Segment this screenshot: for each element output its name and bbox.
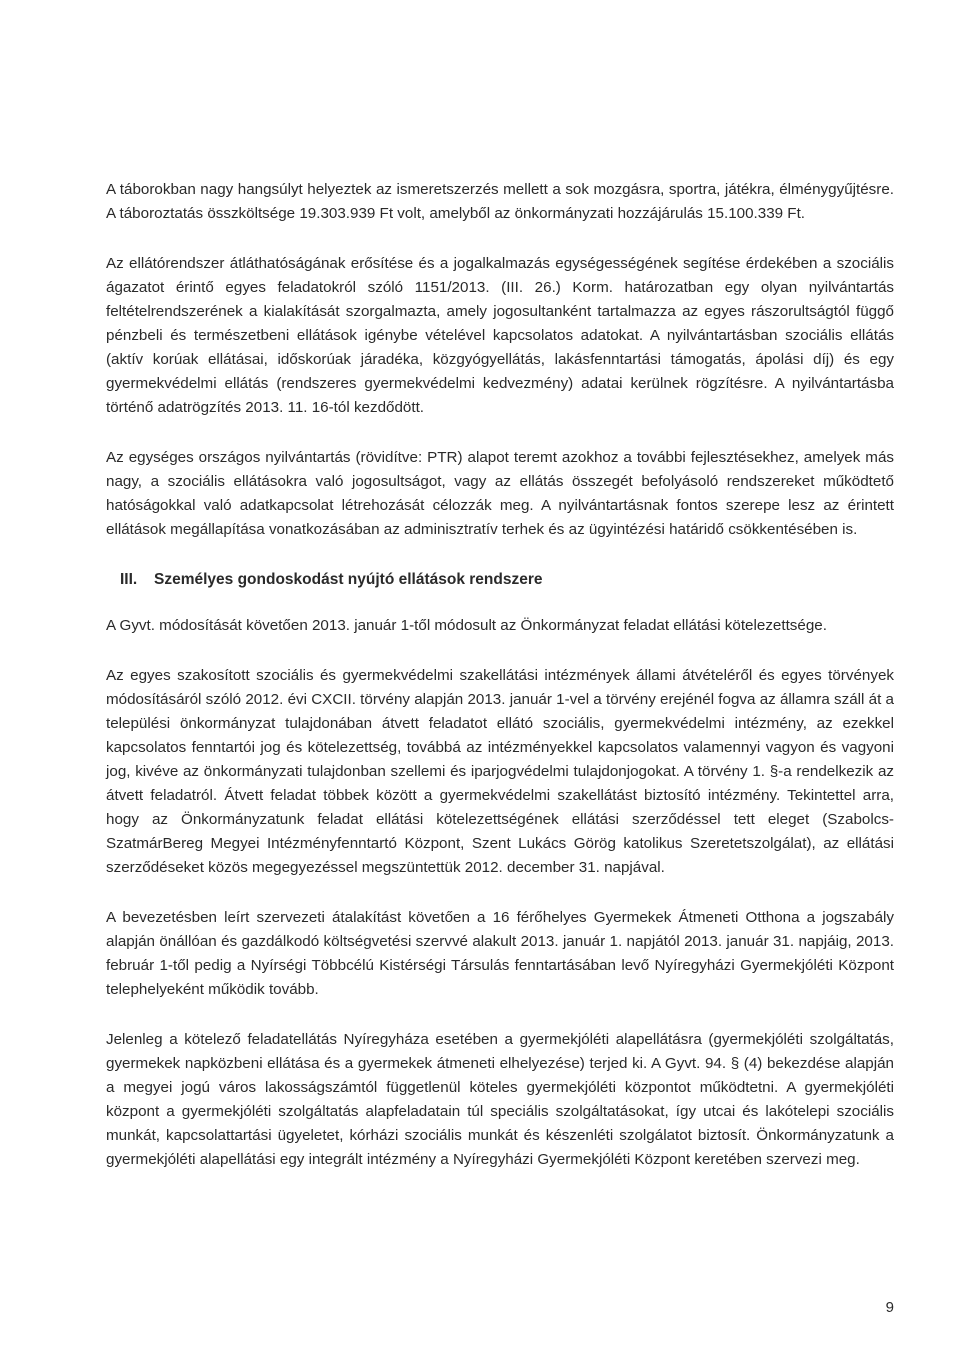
paragraph-gyvt-amendment: A Gyvt. módosítását követően 2013. január 1-től módosult az Önkormányzat feladat ellátási kötelezettsége. <box>106 617 827 634</box>
paragraph-child-welfare-centre: Jelenleg a kötelező feladatellátás Nyíregyháza esetében a gyermekjóléti alapellátásra (gyermekjóléti szolgáltatás, gyermekek napközbeni ellátása és a gyermekek átmeneti elhelyezése) terjed ki. A Gyvt. 94. § (4) bekezdése alapján a megyei jogú város lakosságszámtól függetlenül köteles gyermekjóléti központot működtetni. A gyermekjóléti központ a gyermekjóléti szolgáltatás alapfeladatain túl speciális szolgáltatásokat, így utcai és lakótelepi szociális munkát, kapcsolattartási ügyeletet, kórházi szociális munkát és készenléti szolgálatot biztosít. Önkormányzatunk a gyermekjóléti alapellátási egy integrált intézmény a Nyíregyházi Gyermekjóléti Központ keretében szervezi meg. <box>106 1031 894 1168</box>
paragraph-ptr-registry: Az egységes országos nyilvántartás (rövidítve: PTR) alapot teremt azokhoz a további fejlesztésekhez, amelyek más nagy, a szociális ellátásokra való jogosultságot, vagy az ellátás összegét befolyásoló rendszereket működtető hatóságokkal való adatkapcsolat létrehozását célozzák meg. A nyilvántartásnak fontos szerepe lesz az érintett ellátások megállapítása vonatkozásában az adminisztratív terhek és az ügyintézési határidő csökkentésében is. <box>106 449 894 538</box>
section-title: Személyes gondoskodást nyújtó ellátások rendszere <box>154 571 543 588</box>
paragraph-temporary-home: A bevezetésben leírt szervezeti átalakítást követően a 16 férőhelyes Gyermekek Átmeneti Otthona a jogszabály alapján önállóan és gazdálkodó költségvetési szervvé alakult 2013. január 1. napjától 2013. január 31. napjáig, 2013. február 1-től pedig a Nyírségi Többcélú Kistérségi Társulás fenntartásában levő Nyíregyházi Gyermekjóléti Központ telephelyeként működik tovább. <box>106 909 894 998</box>
page-number: 9 <box>885 1299 894 1316</box>
paragraph-state-takeover: Az egyes szakosított szociális és gyermekvédelmi szakellátási intézmények állami átvételéről és egyes törvények módosításáról szóló 2012. évi CXCII. törvény alapján 2013. január 1-vel a törvény erejénél fogva az államra száll át a települési önkormányzat tulajdonában átvett feladatot ellátó szociális, gyermekvédelmi intézmény, az ezekkel kapcsolatos fenntartói jog és kötelezettség, továbbá az intézményekkel kapcsolatos valamennyi vagyon és vagyoni jog, kivéve az önkormányzati tulajdonban szellemi és iparjogvédelmi tulajdonjogokat. A törvény 1. §-a rendelkezik az átvett feladatról. Átvett feladat többek között a gyermekvédelmi szakellátást biztosító intézmény. Tekintettel arra, hogy az Önkormányzatunk feladat ellátási kötelezettségének ellátási szerződéssel tett eleget (Szabolcs-SzatmárBereg Megyei Intézményfenntartó Központ, Szent Lukács Görög katolikus Szeretetszolgálat), az ellátási szerződéseket közös megegyezéssel megszüntettük 2012. december 31. napjával. <box>106 667 894 876</box>
document-body <box>106 178 894 1198</box>
paragraph-summer-camps: A táborokban nagy hangsúlyt helyeztek az ismeretszerzés mellett a sok mozgásra, sportra, játékra, élménygyűjtésre. A táboroztatás összköltsége 19.303.939 Ft volt, amelyből az önkormányzati hozzájárulás 15.100.339 Ft. <box>106 181 894 222</box>
paragraph-registry-system: Az ellátórendszer átláthatóságának erősítése és a jogalkalmazás egységességének segítése érdekében a szociális ágazatot érintő egyes feladatokról szóló 1151/2013. (III. 26.) Korm. határozatban egy olyan nyilvántartás feltételrendszerének a kialakítását szorgalmazta, amely jogosultanként tartalmazza az egyes rászorultságtól függő pénzbeli és természetbeni ellátások igénybe vételével kapcsolatos adatokat. A nyilvántartásban szociális ellátás (aktív korúak ellátásai, időskorúak járadéka, közgyógyellátás, lakásfenntartási támogatás, ápolási díj) és egy gyermekvédelmi ellátás (rendszeres gyermekvédelmi kedvezmény) adatai kerülnek rögzítésre. A nyilvántartásba történő adatrögzítés 2013. 11. 16-tól kezdődött. <box>106 255 894 416</box>
section-heading <box>106 568 894 592</box>
section-number: III. <box>120 571 138 588</box>
